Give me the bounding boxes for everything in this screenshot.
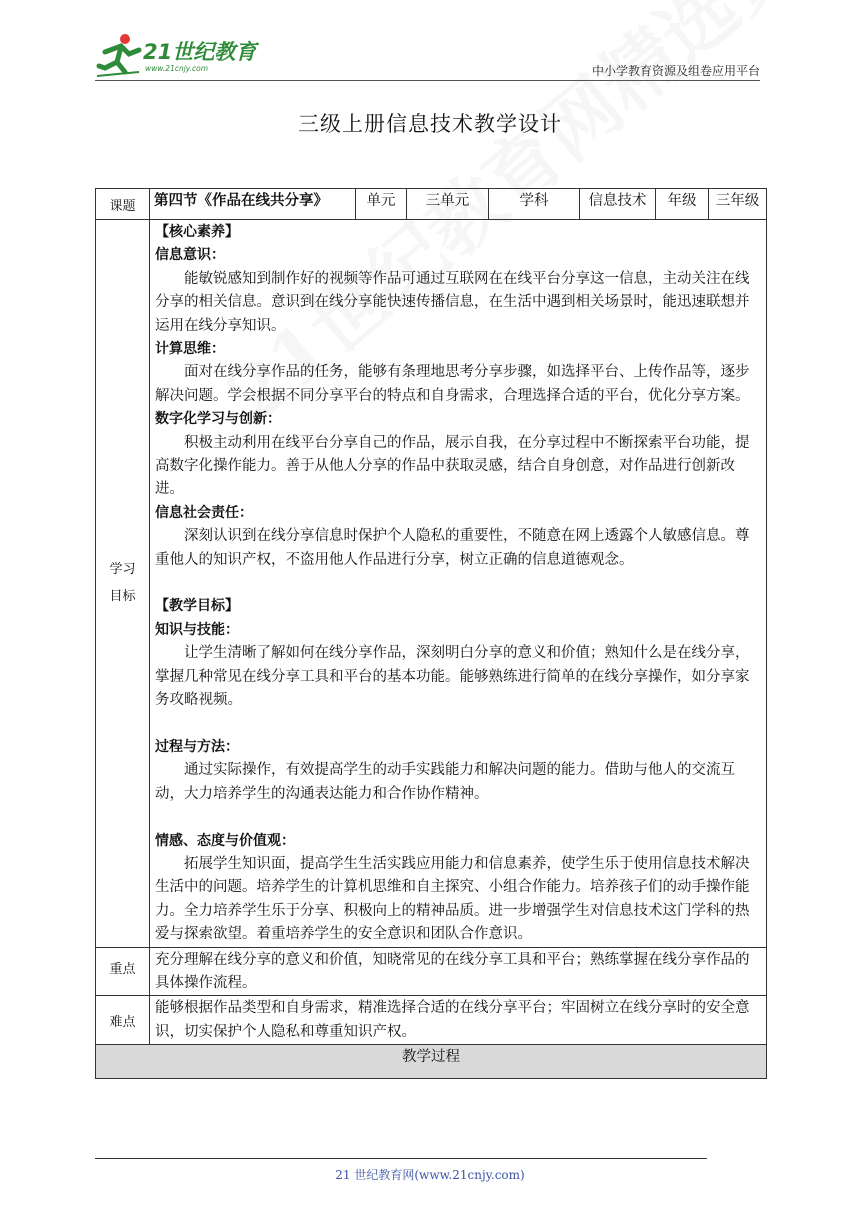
topic-value: 第四节《作品在线共分享》 xyxy=(150,189,356,220)
logo xyxy=(95,32,265,80)
digital-learning-text: 积极主动利用在线平台分享自己的作品，展示自我，在分享过程中不断探索平台功能，提高数字化操作能力。善于从他人分享的作品中获取灵感，结合自身创意，对作品进行创新改进。 xyxy=(155,434,750,498)
logo-url: www.21cnjy.com xyxy=(145,64,209,73)
runner-logo-icon xyxy=(95,32,143,78)
spacer xyxy=(155,572,761,595)
grade-label: 年级 xyxy=(656,189,709,220)
subject-value: 信息技术 xyxy=(580,189,656,220)
core-literacy-heading: 【核心素养】 xyxy=(155,224,239,240)
goals-label xyxy=(96,220,150,948)
process-methods-title: 过程与方法： xyxy=(155,738,239,755)
page-title: 三级上册信息技术教学设计 xyxy=(298,112,562,136)
goals-label-line1: 学习 xyxy=(109,562,136,578)
subject-label: 学科 xyxy=(489,189,580,220)
social-responsibility-title: 信息社会责任： xyxy=(155,504,253,521)
logo-text: 21世纪教育 xyxy=(143,40,257,64)
key-point-row xyxy=(96,947,767,996)
lesson-plan-table xyxy=(95,188,767,1079)
teaching-process-row xyxy=(96,1045,767,1079)
unit-label: 单元 xyxy=(356,189,407,220)
topic-label: 课题 xyxy=(96,189,150,220)
info-row xyxy=(96,189,767,220)
spacer xyxy=(155,713,761,736)
footer-divider xyxy=(95,1158,707,1159)
process-methods-text: 通过实际操作，有效提高学生的动手实践能力和解决问题的能力。借助与他人的交流互动，大力培养学生的沟通表达能力和合作协作精神。 xyxy=(155,762,735,802)
info-awareness-text: 能敏锐感知到制作好的视频等作品可通过互联网在在线平台分享这一信息，主动关注在线分享的相关信息。意识到在线分享能快速传播信息，在生活中遇到相关场景时，能迅速联想并运用在线分享知识。 xyxy=(155,270,750,334)
difficulty-label: 难点 xyxy=(96,996,150,1045)
teaching-process-label: 教学过程 xyxy=(96,1045,767,1079)
computational-thinking-title: 计算思维： xyxy=(155,341,225,358)
teaching-goals-heading: 【教学目标】 xyxy=(155,598,239,615)
goals-label-line2: 目标 xyxy=(109,589,136,605)
knowledge-skills-title: 知识与技能： xyxy=(155,621,239,638)
digital-learning-title: 数字化学习与创新： xyxy=(155,411,281,428)
unit-value: 三单元 xyxy=(407,189,489,220)
knowledge-skills-text: 让学生清晰了解如何在线分享作品，深刻明白分享的意义和价值；熟知什么是在线分享，掌握几种常见在线分享工具和平台的基本功能。能够熟练进行简单的在线分享操作，如分享家务攻略视频。 xyxy=(155,645,750,709)
header-platform-text: 中小学教育资源及组卷应用平台 xyxy=(591,64,760,78)
computational-thinking-text: 面对在线分享作品的任务，能够有条理地思考分享步骤，如选择平台、上传作品等，逐步解决问题。学会根据不同分享平台的特点和自身需求，合理选择合适的平台，优化分享方案。 xyxy=(155,364,750,404)
grade-value: 三年级 xyxy=(709,189,767,220)
goals-content xyxy=(150,220,767,948)
key-point-text: 充分理解在线分享的意义和价值，知晓常见的在线分享工具和平台；熟练掌握在线分享作品的具体操作流程。 xyxy=(150,947,767,996)
spacer xyxy=(155,806,761,829)
difficulty-row xyxy=(96,996,767,1045)
key-point-label: 重点 xyxy=(96,947,150,996)
goals-row xyxy=(96,220,767,948)
emotion-values-title: 情感、态度与价值观： xyxy=(155,832,295,849)
info-awareness-title: 信息意识： xyxy=(155,247,225,264)
footer-text: 21 世纪教育网(www.21cnjy.com) xyxy=(335,1168,525,1182)
emotion-values-text: 拓展学生知识面，提高学生生活实践应用能力和信息素养，使学生乐于使用信息技术解决生活中的问题。培养学生的计算机思维和自主探究、小组合作能力。培养孩子们的动手操作能力。全力培养学生乐于分享、积极向上的精神品质。进一步增强学生对信息技术这门学科的热爱与探索欲望。着重培养学生的安全意识和团队合作意识。 xyxy=(155,855,750,943)
difficulty-text: 能够根据作品类型和自身需求，精准选择合适的在线分享平台；牢固树立在线分享时的安全意识，切实保护个人隐私和尊重知识产权。 xyxy=(150,996,767,1045)
social-responsibility-text: 深刻认识到在线分享信息时保护个人隐私的重要性，不随意在网上透露个人敏感信息。尊重他人的知识产权，不盗用他人作品进行分享，树立正确的信息道德观念。 xyxy=(155,528,750,568)
